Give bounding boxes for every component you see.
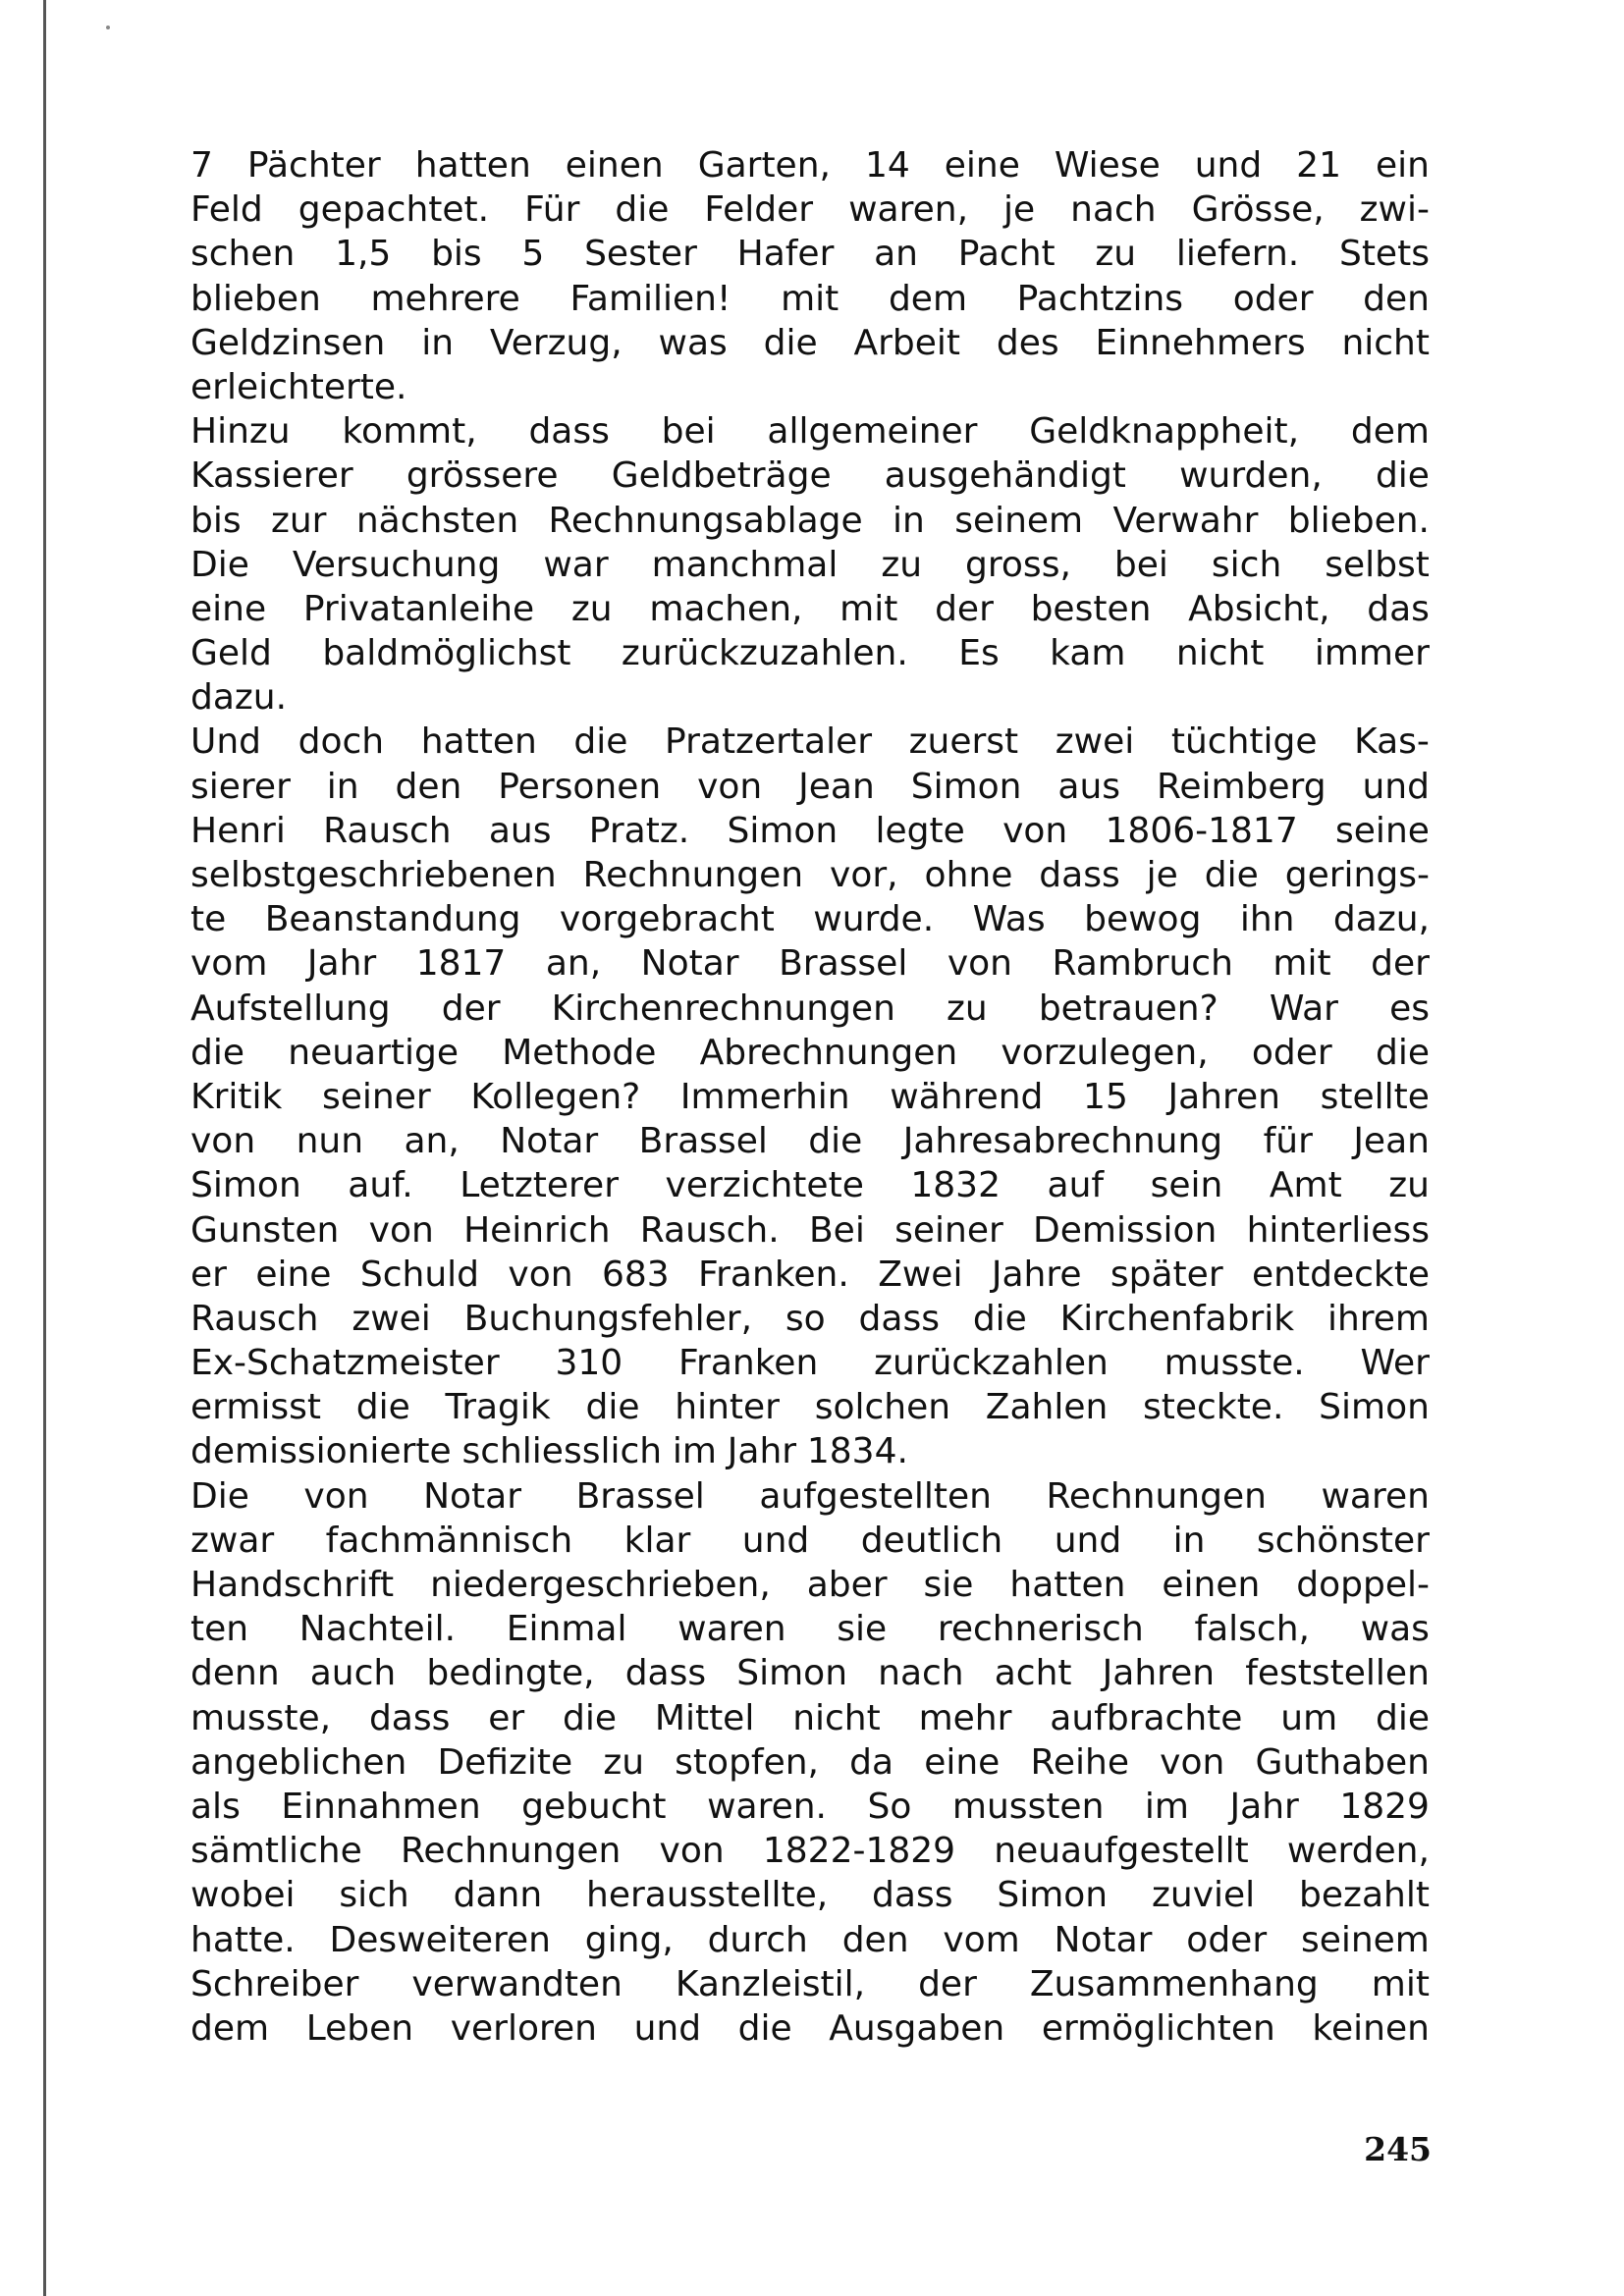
text-line: blieben mehrere Familien! mit dem Pachtzins oder den xyxy=(190,278,1430,319)
text-line: von nun an, Notar Brassel die Jahresabrechnung für Jean xyxy=(190,1121,1430,1162)
text-line: Die von Notar Brassel aufgestellten Rechnungen waren xyxy=(190,1475,1430,1517)
text-line: eine Privatanleihe zu machen, mit der besten Absicht, das xyxy=(190,588,1430,629)
text-line: ermisst die Tragik die hinter solchen Zahlen steckte. Simon xyxy=(190,1387,1430,1428)
text-line: Schreiber verwandten Kanzleistil, der Zusammenhang mit xyxy=(190,1963,1430,2004)
text-line: als Einnahmen gebucht waren. So mussten im Jahr 1829 xyxy=(190,1786,1430,1827)
text-line: schen 1,5 bis 5 Sester Hafer an Pacht zu liefern. Stets xyxy=(190,234,1430,275)
text-line: Gunsten von Heinrich Rausch. Bei seiner Demission hinterliess xyxy=(190,1209,1430,1251)
text-line: Rausch zwei Buchungsfehler, so dass die Kirchenfabrik ihrem xyxy=(190,1298,1430,1339)
text-line: demissionierte schliesslich im Jahr 1834. xyxy=(190,1431,908,1472)
text-line: Simon auf. Letzterer verzichtete 1832 auf sein Amt zu xyxy=(190,1165,1430,1206)
text-line: musste, dass er die Mittel nicht mehr aufbrachte um die xyxy=(190,1697,1430,1738)
text-line: Ex-Schatzmeister 310 Franken zurückzahlen musste. Wer xyxy=(190,1343,1430,1384)
page-number: 245 xyxy=(1364,2130,1432,2168)
text-line: Hinzu kommt, dass bei allgemeiner Geldknappheit, dem xyxy=(190,411,1430,453)
text-line: vom Jahr 1817 an, Notar Brassel von Rambruch mit der xyxy=(190,943,1430,985)
text-line: dem Leben verloren und die Ausgaben ermöglichten keinen xyxy=(190,2007,1430,2049)
scan-speck xyxy=(106,26,110,29)
text-line: erleichterte. xyxy=(190,366,407,407)
text-line: 7 Pächter hatten einen Garten, 14 eine Wiese und 21 ein xyxy=(190,145,1430,186)
text-line: Geld baldmöglichst zurückzuzahlen. Es kam nicht immer xyxy=(190,633,1430,674)
text-line: angeblichen Defizite zu stopfen, da eine Reihe von Guthaben xyxy=(190,1741,1430,1783)
text-line: Feld gepachtet. Für die Felder waren, je nach Grösse, zwi- xyxy=(190,189,1430,231)
text-line: Kritik seiner Kollegen? Immerhin während 15 Jahren stellte xyxy=(190,1076,1430,1117)
text-line: Handschrift niedergeschrieben, aber sie hatten einen doppel- xyxy=(190,1565,1430,1605)
text-line: Aufstellung der Kirchenrechnungen zu betrauen? War es xyxy=(190,988,1430,1029)
text-line: sierer in den Personen von Jean Simon aus Reimberg und xyxy=(190,766,1430,807)
text-line: hatte. Desweiteren ging, durch den vom Notar oder seinem xyxy=(190,1919,1430,1960)
text-line: er eine Schuld von 683 Franken. Zwei Jahre später entdeckte xyxy=(190,1254,1430,1295)
text-line: sämtliche Rechnungen von 1822-1829 neuaufgestellt werden, xyxy=(190,1831,1430,1872)
text-line: Henri Rausch aus Pratz. Simon legte von 1806-1817 seine xyxy=(190,810,1430,851)
text-line: wobei sich dann herausstellte, dass Simon zuviel bezahlt xyxy=(190,1875,1430,1916)
text-line: Geldzinsen in Verzug, was die Arbeit des Einnehmers nicht xyxy=(190,322,1430,363)
text-line: selbstgeschriebenen Rechnungen vor, ohne dass je die gerings- xyxy=(190,855,1430,895)
text-line: Kassierer grössere Geldbeträge ausgehändigt wurden, die xyxy=(190,455,1430,497)
body-text xyxy=(190,143,1430,2051)
text-line: Und doch hatten die Pratzertaler zuerst zwei tüchtige Kas- xyxy=(190,721,1430,763)
scan-page-edge xyxy=(43,0,46,2296)
text-line: zwar fachmännisch klar und deutlich und in schönster xyxy=(190,1520,1430,1561)
text-line: te Beanstandung vorgebracht wurde. Was bewog ihn dazu, xyxy=(190,899,1430,940)
text-line: die neuartige Methode Abrechnungen vorzulegen, oder die xyxy=(190,1032,1430,1073)
text-line: denn auch bedingte, dass Simon nach acht Jahren feststellen xyxy=(190,1653,1430,1694)
text-line: bis zur nächsten Rechnungsablage in seinem Verwahr blieben. xyxy=(190,500,1430,541)
text-line: Die Versuchung war manchmal zu gross, bei sich selbst xyxy=(190,544,1430,585)
text-line: dazu. xyxy=(190,677,288,719)
text-line: ten Nachteil. Einmal waren sie rechnerisch falsch, was xyxy=(190,1609,1430,1650)
